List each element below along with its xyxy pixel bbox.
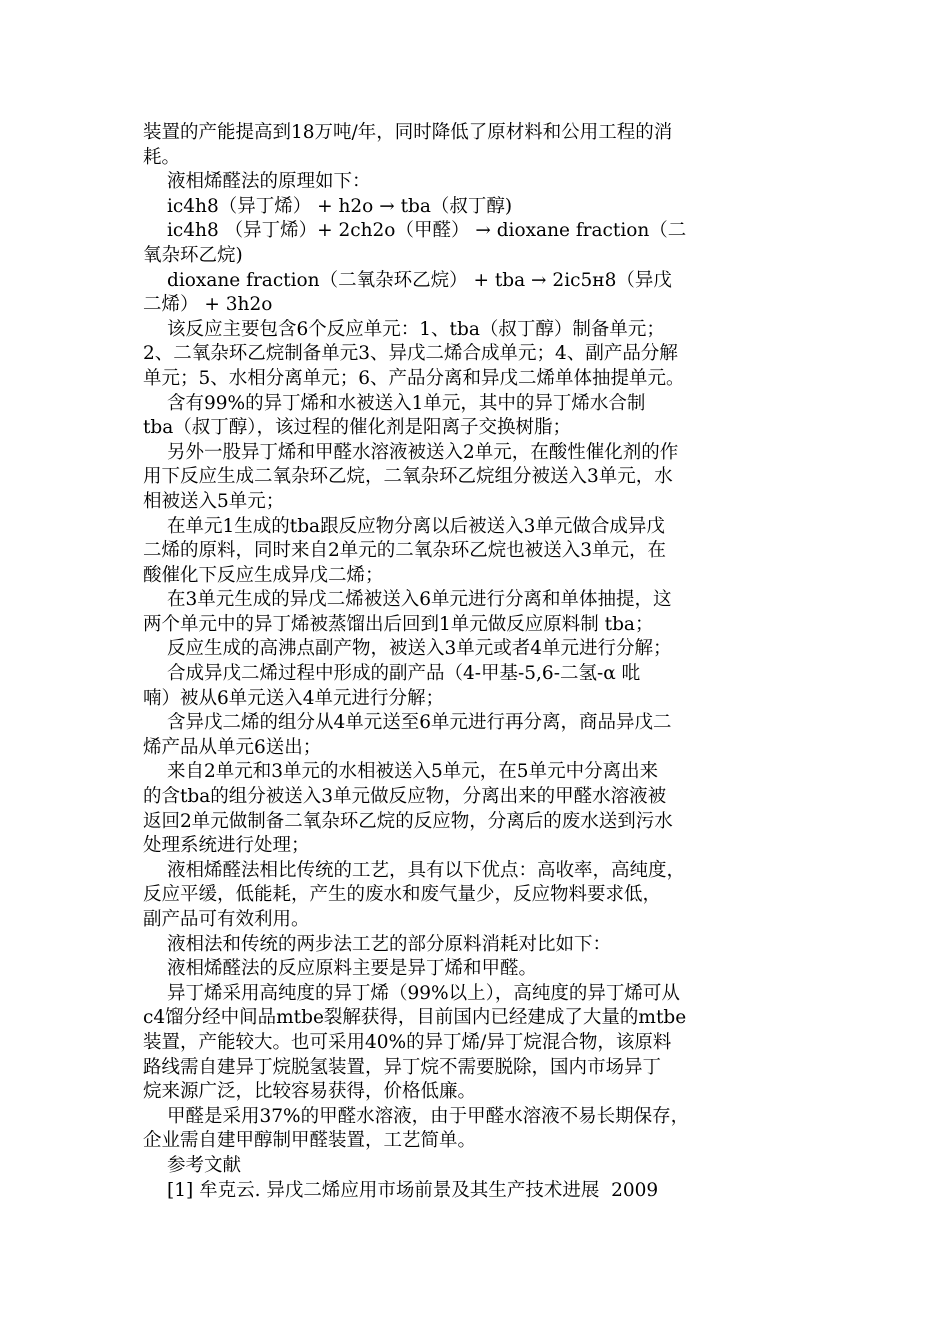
paragraph [143,195,799,220]
text-line: 在3单元生成的异戊二烯被送入6单元进行分离和单体抽提，这 [167,589,672,611]
text-line: 耗。 [143,146,181,168]
document-body [143,121,799,1203]
text-line: 烷来源广泛，比较容易获得，价格低廉。 [143,1081,477,1103]
paragraph [143,711,799,760]
text-line: 氧杂环乙烷) [143,244,243,266]
paragraph [143,1154,799,1179]
text-line: 相被送入5单元； [143,490,285,512]
text-line: 返回2单元做制备二氧杂环乙烷的反应物，分离后的废水送到污水 [143,810,673,832]
text-line: 含有99%的异丁烯和水被送入1单元，其中的异丁烯水合制 [167,392,646,414]
text-line: 异丁烯采用高纯度的异丁烯（99%以上），高纯度的异丁烯可从 [167,982,680,1004]
text-line: 2、二氧杂环乙烷制备单元3、异戊二烯合成单元；4、副产品分解 [143,343,678,365]
text-line: 路线需自建异丁烷脱氢装置，异丁烷不需要脱除，国内市场异丁 [143,1056,662,1078]
text-line: tba（叔丁醇），该过程的催化剂是阳离子交换树脂； [143,417,572,439]
text-line: 来自2单元和3单元的水相被送入5单元，在5单元中分离出来 [167,761,659,783]
text-line: 在单元1生成的tba跟反应物分离以后被送入3单元做合成异戊 [167,515,665,537]
paragraph [143,392,799,441]
paragraph [143,1105,799,1154]
paragraph [143,859,799,933]
text-line: 处理系统进行处理； [143,835,310,857]
text-line: [1] 牟克云. 异戊二烯应用市场前景及其生产技术进展 2009 [167,1179,659,1201]
text-line: 参考文献 [167,1154,242,1176]
text-line: 喃）被从6单元送入4单元进行分解； [143,687,445,709]
text-line: 装置的产能提高到18万吨/年，同时降低了原材料和公用工程的消 [143,122,673,143]
text-line: 的含tba的组分被送入3单元做反应物，分离出来的甲醛水溶液被 [143,786,667,808]
paragraph [143,170,799,195]
text-line: 烯产品从单元6送出； [143,736,322,758]
paragraph [143,318,799,392]
text-line: c4馏分经中间品mtbe裂解获得，目前国内已经建成了大量的mtbe [143,1007,687,1029]
paragraph [143,269,799,318]
text-line: ic4h8 （异丁烯）+ 2ch2o（甲醛） → dioxane fraction（二 [167,220,687,242]
text-line: 酸催化下反应生成异戊二烯； [143,564,384,586]
text-line: 二烯的原料，同时来自2单元的二氧杂环乙烷也被送入3单元，在 [143,540,667,562]
paragraph [143,982,799,1105]
text-line: 企业需自建甲醇制甲醛装置，工艺简单。 [143,1130,477,1152]
text-line: 含异戊二烯的组分从4单元送至6单元进行再分离，商品异戊二 [167,712,672,734]
text-line: 液相法和传统的两步法工艺的部分原料消耗对比如下： [167,933,612,955]
paragraph [143,588,799,637]
text-line: 另外一股异丁烯和甲醛水溶液被送入2单元，在酸性催化剂的作 [167,441,679,463]
paragraph [143,662,799,711]
paragraph [143,1179,799,1204]
text-line: 合成异戊二烯过程中形成的副产品（4-甲基-5,6-二氢-α 吡 [167,663,641,685]
text-line: 装置，产能较大。也可采用40%的异丁烯/异丁烷混合物，该原料 [143,1031,672,1053]
text-line: ic4h8（异丁烯） + h2o → tba（叔丁醇) [167,195,513,217]
text-line: 二烯） + 3h2o [143,294,273,316]
paragraph [143,441,799,515]
paragraph [143,515,799,589]
paragraph [143,957,799,982]
text-line: 副产品可有效利用。 [143,909,310,930]
text-line: 两个单元中的异丁烯被蒸馏出后回到1单元做反应原料制 tba； [143,613,654,635]
text-line: 液相烯醛法相比传统的工艺，具有以下优点：高收率，高纯度， [167,859,686,881]
text-line: 液相烯醛法的原理如下： [167,171,371,193]
text-line: dioxane fraction（二氧杂环乙烷） + tba → 2ic5ʜ8（异戊 [167,269,672,291]
text-line: 反应生成的高沸点副产物，被送入3单元或者4单元进行分解； [167,638,672,660]
text-line: 该反应主要包含6个反应单元：1、tba（叔丁醇）制备单元； [167,318,665,340]
text-line: 甲醛是采用37%的甲醛水溶液，由于甲醛水溶液不易长期保存， [167,1105,690,1127]
text-line: 用下反应生成二氧杂环乙烷，二氧杂环乙烷组分被送入3单元，水 [143,466,673,488]
text-line: 液相烯醛法的反应原料主要是异丁烯和甲醛。 [167,958,538,980]
text-line: 反应平缓，低能耗，产生的废水和废气量少，反应物料要求低， [143,884,662,906]
paragraph [143,219,799,268]
paragraph [143,760,799,858]
paragraph [143,933,799,958]
paragraph [143,121,799,170]
text-line: 单元；5、水相分离单元；6、产品分离和异戊二烯单体抽提单元。 [143,367,685,389]
paragraph [143,637,799,662]
